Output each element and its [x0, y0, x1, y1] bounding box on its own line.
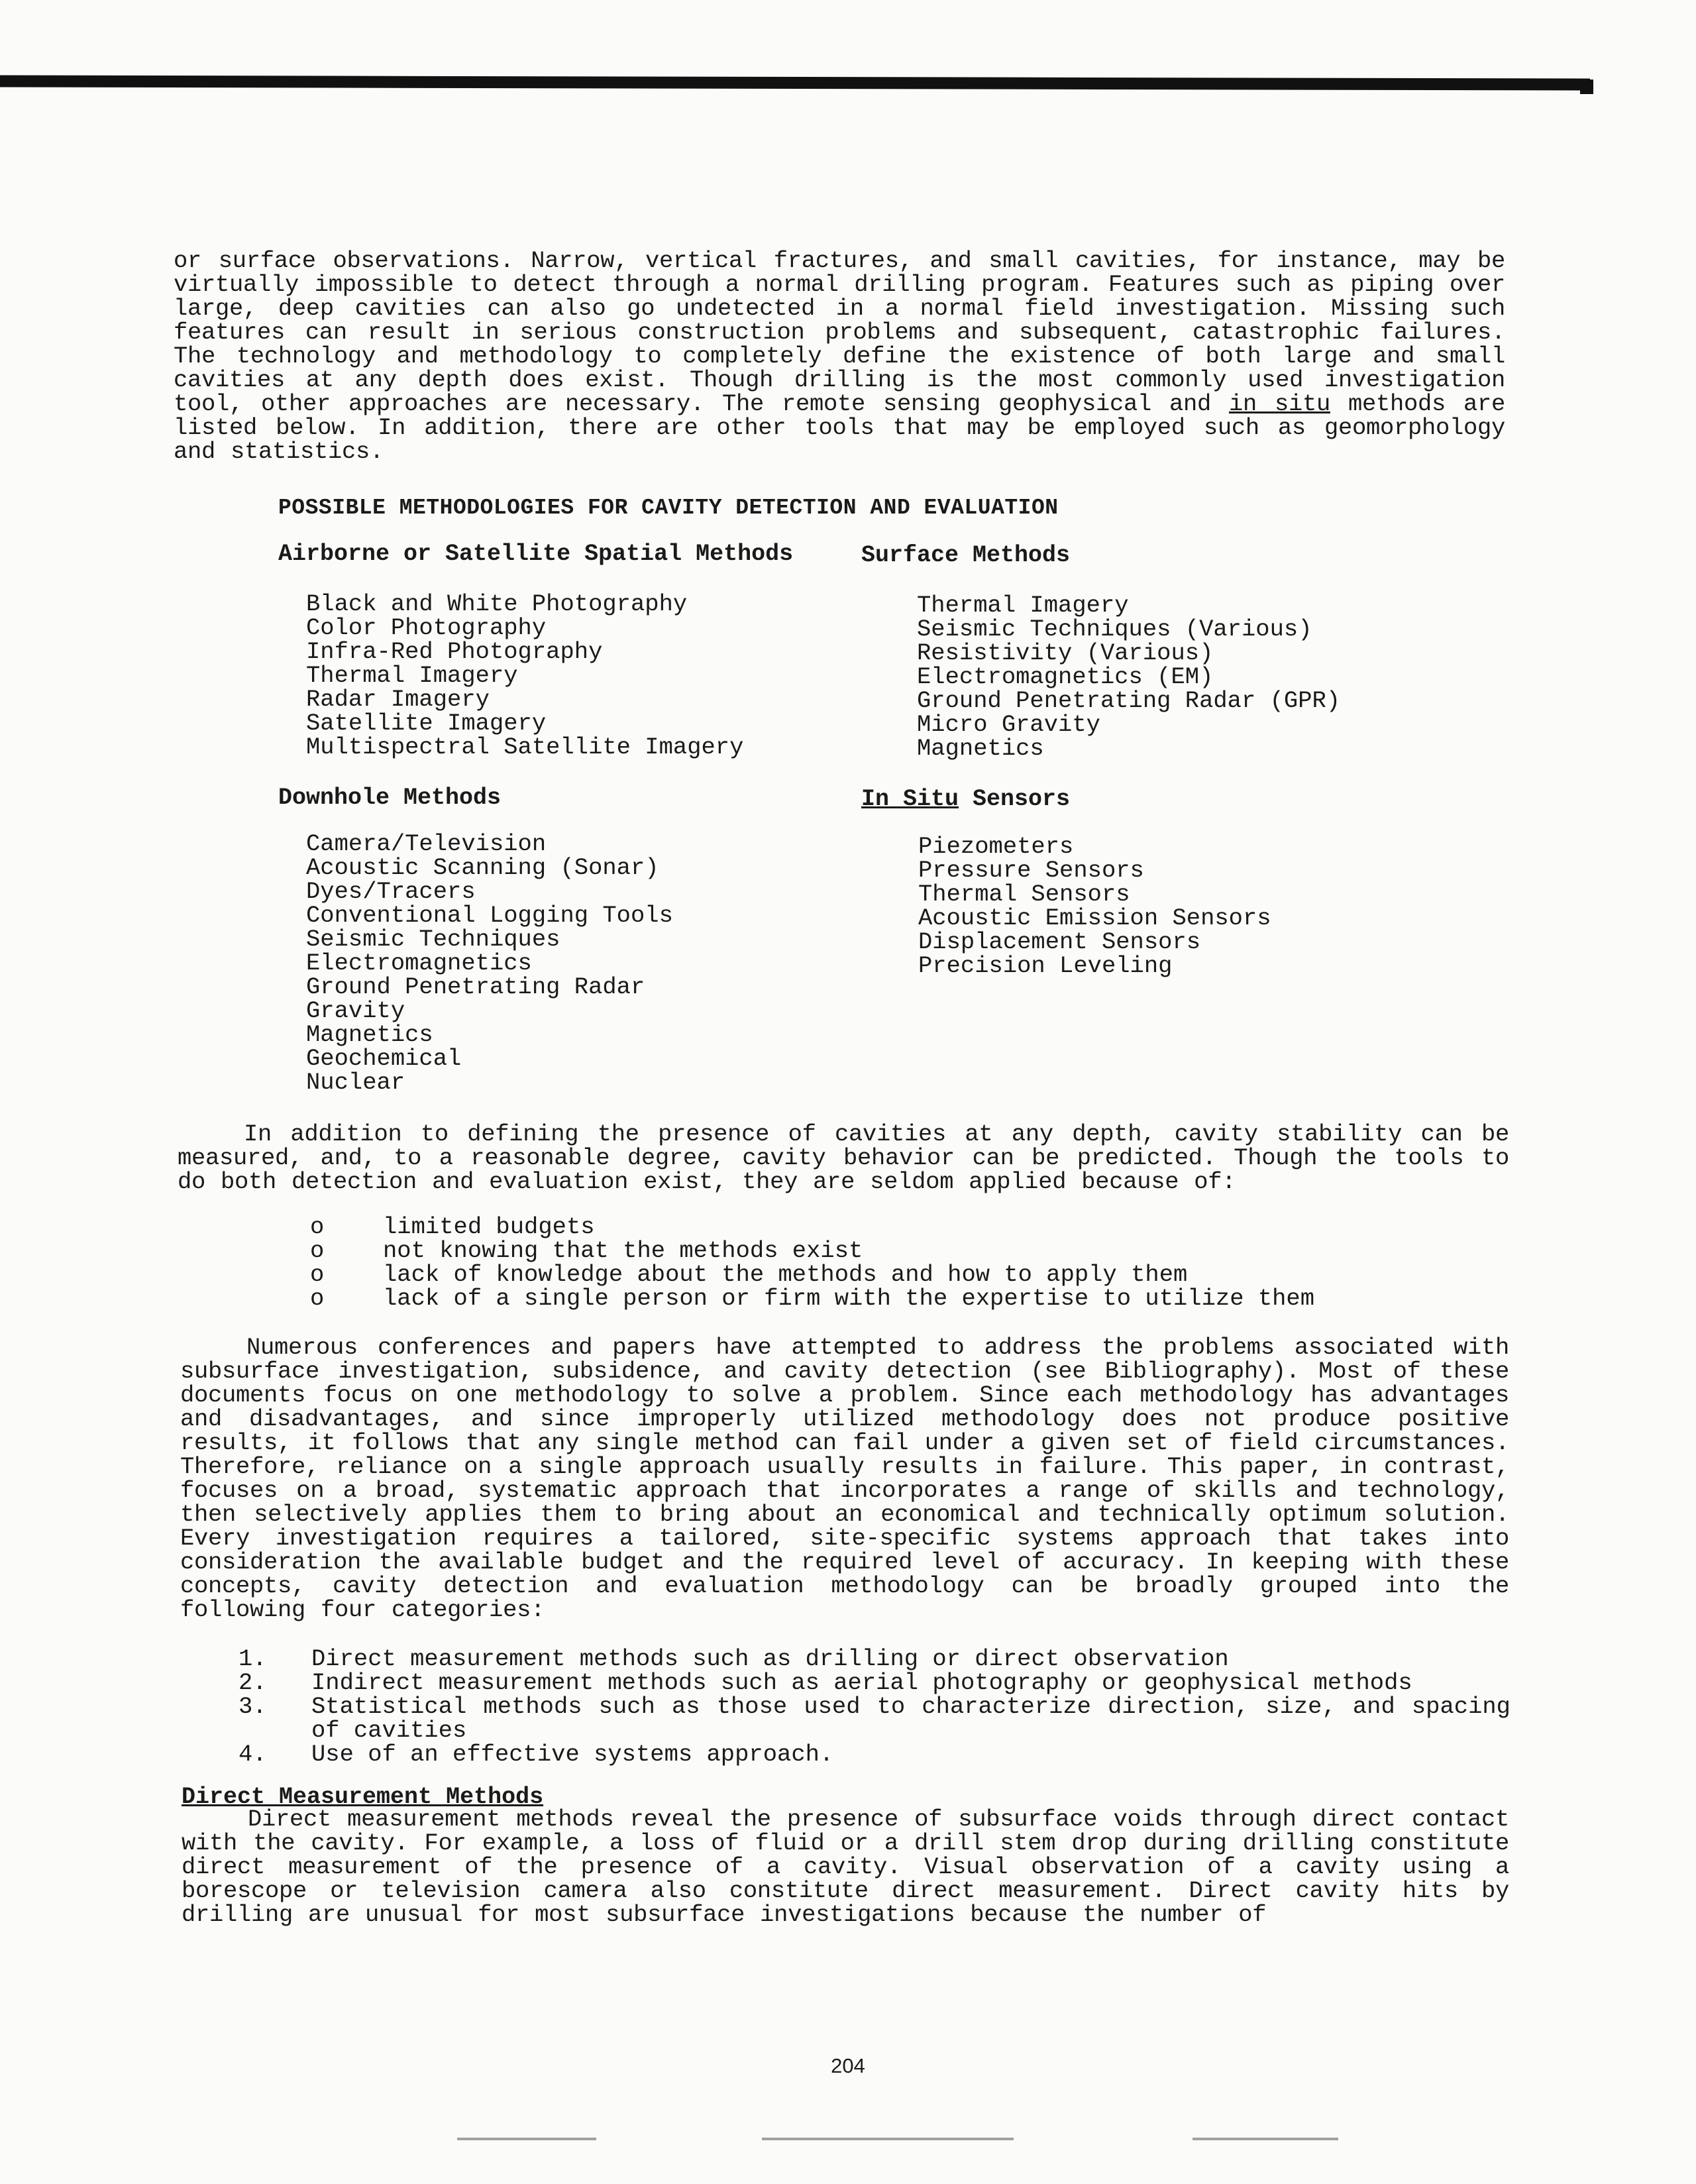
- sensors-word: Sensors: [959, 786, 1071, 812]
- cavity-stability-paragraph: In addition to defining the presence of cavities at any depth, cavity stability can be measured, and, to a reasonable degree, cavity behavior can be predicted. Though the tools to do both detection and evaluation exist, they are seldom applied because of:: [178, 1120, 1509, 1195]
- list-item: Seismic Techniques (Various): [917, 616, 1312, 643]
- list-item: [310, 1215, 1314, 1239]
- intro-text-part-1: or surface observations. Narrow, vertical fractures, and small cavities, for instance, may be virtually impossible to detect through a normal drilling program. Features such as piping over large, deep cavities can also go undetected in a normal field investigation. Missing such features can result in serious construction problems and subsequent, catastrophic failures. The technology and methodology to completely define the existence of both large and small cavities at any depth does exist. Though drilling is the most commonly used investigation tool, other approaches are necessary. The remote sensing geophysical and: [174, 247, 1505, 417]
- list-item: [238, 1671, 1510, 1695]
- list-item: Conventional Logging Tools: [306, 902, 673, 929]
- bullet-marker: o: [310, 1213, 325, 1240]
- list-item-text: lack of knowledge about the methods and how to apply them: [383, 1261, 1188, 1288]
- list-item: Ground Penetrating Radar (GPR): [917, 687, 1341, 714]
- list-item: Seismic Techniques: [306, 926, 560, 953]
- list-number: 2.: [238, 1669, 267, 1696]
- list-item: Nuclear: [306, 1069, 405, 1096]
- list-item: Resistivity (Various): [917, 639, 1214, 667]
- list-item: Pressure Sensors: [918, 857, 1144, 884]
- list-item: Gravity: [306, 997, 405, 1024]
- scan-artifact: [457, 2138, 596, 2140]
- list-item: [238, 1695, 1510, 1743]
- list-item-text: lack of a single person or firm with the expertise to utilize them: [383, 1285, 1315, 1312]
- list-item: [238, 1647, 1510, 1671]
- list-item: Electromagnetics (EM): [917, 663, 1214, 690]
- bullet-marker: o: [310, 1237, 325, 1264]
- list-item: Acoustic Scanning (Sonar): [306, 854, 659, 881]
- downhole-methods-heading: Downhole Methods: [278, 785, 502, 811]
- list-item: [238, 1743, 1510, 1767]
- scan-artifact: [762, 2138, 1014, 2140]
- airborne-methods-list: [306, 592, 743, 759]
- list-number: 3.: [238, 1693, 267, 1720]
- list-item: Infra-Red Photography: [306, 638, 603, 665]
- list-item: Multispectral Satellite Imagery: [306, 734, 744, 761]
- categories-list: [238, 1647, 1510, 1767]
- list-item-text: Use of an effective systems approach.: [311, 1741, 834, 1768]
- list-item: Displacement Sensors: [918, 928, 1201, 956]
- list-item-text: Direct measurement methods such as drilling or direct observation: [311, 1645, 1229, 1672]
- methodologies-title: POSSIBLE METHODOLOGIES FOR CAVITY DETECTION AND EVALUATION: [278, 496, 1059, 520]
- list-item-text: Indirect measurement methods such as aerial photography or geophysical methods: [311, 1669, 1412, 1696]
- list-item: Black and White Photography: [306, 590, 688, 618]
- bullet-marker: o: [310, 1285, 325, 1312]
- airborne-methods-heading: Airborne or Satellite Spatial Methods: [278, 541, 794, 567]
- downhole-methods-list: [306, 832, 673, 1095]
- list-item-text: Statistical methods such as those used to characterize direction, size, and spacing of cavities: [311, 1693, 1510, 1744]
- list-item: Geochemical: [306, 1045, 462, 1072]
- top-scan-rule: [0, 75, 1590, 90]
- scan-artifact: [1192, 2138, 1338, 2140]
- in-situ-sensors-list: [918, 835, 1271, 978]
- in-situ-term: In Situ: [861, 786, 959, 812]
- list-item: Piezometers: [918, 833, 1074, 860]
- list-item: Magnetics: [306, 1021, 433, 1048]
- list-item-text: not knowing that the methods exist: [383, 1237, 863, 1264]
- list-item: [310, 1287, 1314, 1311]
- list-item: Satellite Imagery: [306, 710, 547, 737]
- top-scan-rule-end: [1580, 80, 1593, 94]
- list-item: Dyes/Tracers: [306, 878, 476, 905]
- list-item: Camera/Television: [306, 830, 547, 857]
- list-item: Radar Imagery: [306, 686, 490, 713]
- reasons-list: [310, 1215, 1314, 1311]
- bullet-marker: o: [310, 1261, 325, 1288]
- list-number: 1.: [238, 1645, 267, 1672]
- list-item: Precision Leveling: [918, 952, 1173, 979]
- list-item: Magnetics: [917, 735, 1044, 762]
- list-item: Thermal Sensors: [918, 881, 1130, 908]
- list-item: [310, 1239, 1314, 1263]
- list-item-text: limited budgets: [383, 1213, 595, 1240]
- in-situ-sensors-heading: [861, 786, 1070, 812]
- list-item: [310, 1263, 1314, 1287]
- section-title: Direct Measurement Methods: [182, 1784, 544, 1810]
- list-item: Electromagnetics: [306, 950, 532, 977]
- surface-methods-heading: Surface Methods: [861, 542, 1071, 569]
- intro-in-situ-term: in situ: [1229, 390, 1330, 417]
- surface-methods-list: [917, 594, 1340, 761]
- list-number: 4.: [238, 1741, 267, 1768]
- list-item: Thermal Imagery: [306, 662, 518, 689]
- list-item: Thermal Imagery: [917, 592, 1129, 619]
- list-item: Color Photography: [306, 614, 547, 641]
- list-item: Acoustic Emission Sensors: [918, 904, 1271, 932]
- intro-paragraph: [174, 249, 1505, 464]
- numerous-conferences-paragraph: Numerous conferences and papers have attempted to address the problems associated with subsurface investigation, subsidence, and cavity detection (see Bibliography). Most of these documents focus on one methodology to solve a problem. Since each methodology has advantages and disadvantages, and since improperly utilized methodology does not produce positive results, it follows that any single method can fail under a given set of field circumstances. Therefore, reliance on a single approach usually results in failure. This paper, in contrast, focuses on a broad, systematic approach that incorporates a range of skills and technology, then selectively applies them to bring about an economical and technically optimum solution. Every investigation requires a tailored, site-specific systems approach that takes into consideration the available budget and the required level of accuracy. In keeping with these concepts, cavity detection and evaluation methodology can be broadly grouped into the following four categories:: [180, 1334, 1509, 1623]
- list-item: Ground Penetrating Radar: [306, 973, 645, 1001]
- page-number: 204: [831, 2054, 865, 2077]
- list-item: Micro Gravity: [917, 711, 1100, 738]
- direct-measurement-paragraph: Direct measurement methods reveal the presence of subsurface voids through direct contact with the cavity. For example, a loss of fluid or a drill stem drop during drilling constitute direct measurement of the presence of a cavity. Visual observation of a cavity using a borescope or television camera also constitute direct measurement. Direct cavity hits by drilling are unusual for most subsurface investigations because the number of: [182, 1806, 1509, 1928]
- intro-text-part-2: methods are listed below. In addition, there are other tools that may be employed such as geomorphology and statistics.: [174, 390, 1505, 465]
